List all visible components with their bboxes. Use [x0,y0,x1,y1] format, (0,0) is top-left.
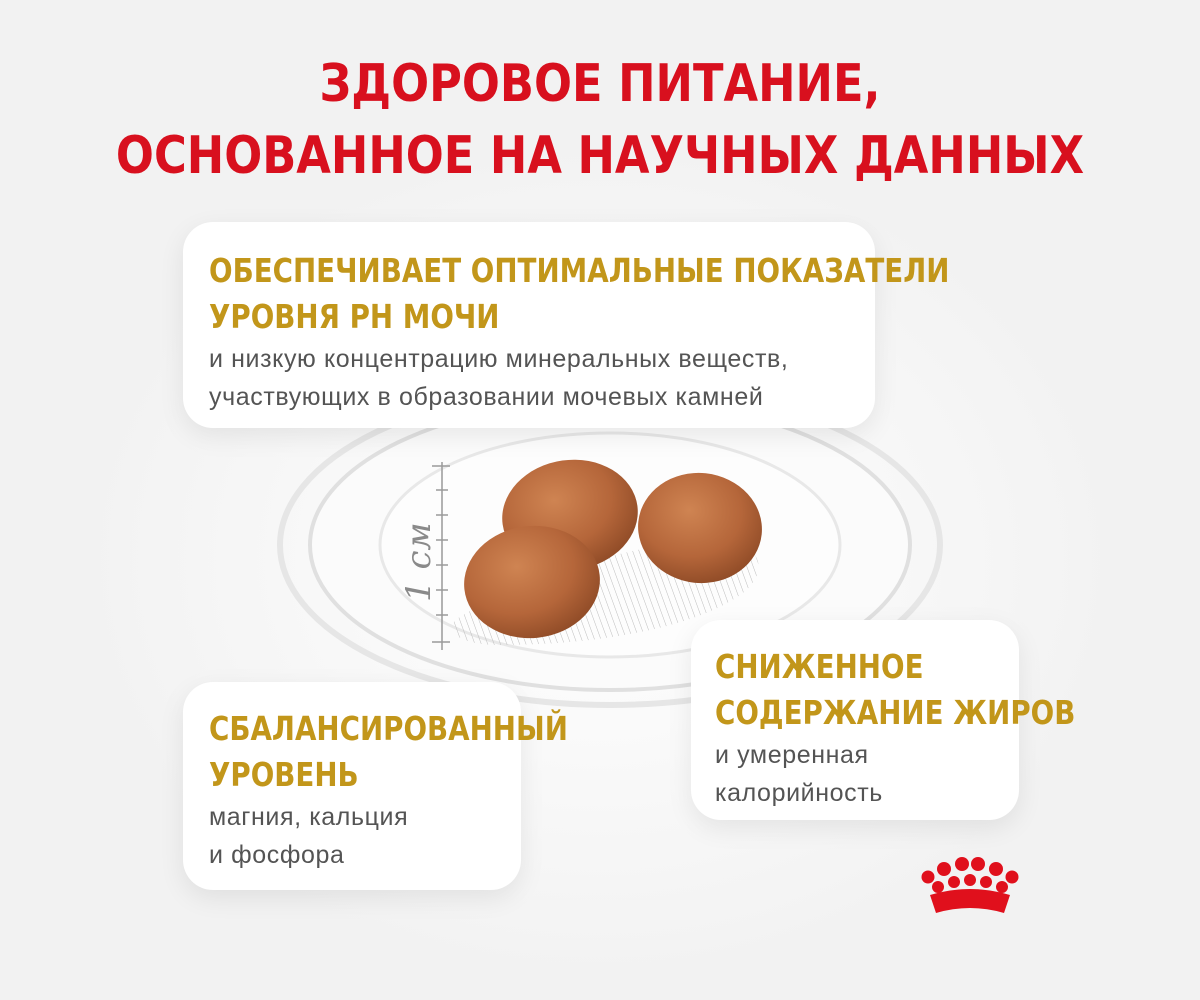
text-line: и низкую концентрацию минеральных веществ, [209,345,789,373]
heading-line: ОБЕСПЕЧИВАЕТ ОПТИМАЛЬНЫЕ ПОКАЗАТЕЛИ [209,251,950,290]
feature-card-fat-heading [715,644,1076,736]
feature-card-minerals [183,682,568,890]
text-line: и умеренная [715,741,869,769]
feature-card-ph-text [209,340,875,416]
page-title [84,48,1116,192]
crown-logo-icon [920,855,1020,923]
feature-card-minerals-text [209,798,521,874]
feature-card-fat-text [715,736,1019,812]
feature-card-ph-heading [209,248,950,340]
title-line-1: ЗДОРОВОЕ ПИТАНИЕ, [319,54,881,114]
text-line: и фосфора [209,841,345,869]
scale-label: 1 см [399,522,439,602]
heading-line: СНИЖЕННОЕ [715,647,924,686]
title-line-2: ОСНОВАННОЕ НА НАУЧНЫХ ДАННЫХ [115,126,1085,186]
heading-line: СБАЛАНСИРОВАННЫЙ [209,709,568,748]
text-line: калорийность [715,779,883,807]
heading-line: УРОВЕНЬ [209,755,359,794]
text-line: участвующих в образовании мочевых камней [209,383,764,411]
heading-line: СОДЕРЖАНИЕ ЖИРОВ [715,693,1076,732]
feature-card-ph [183,222,950,428]
feature-card-minerals-heading [209,706,568,798]
feature-card-fat [691,620,1076,820]
text-line: магния, кальция [209,803,409,831]
heading-line: УРОВНЯ PH МОЧИ [209,297,500,336]
